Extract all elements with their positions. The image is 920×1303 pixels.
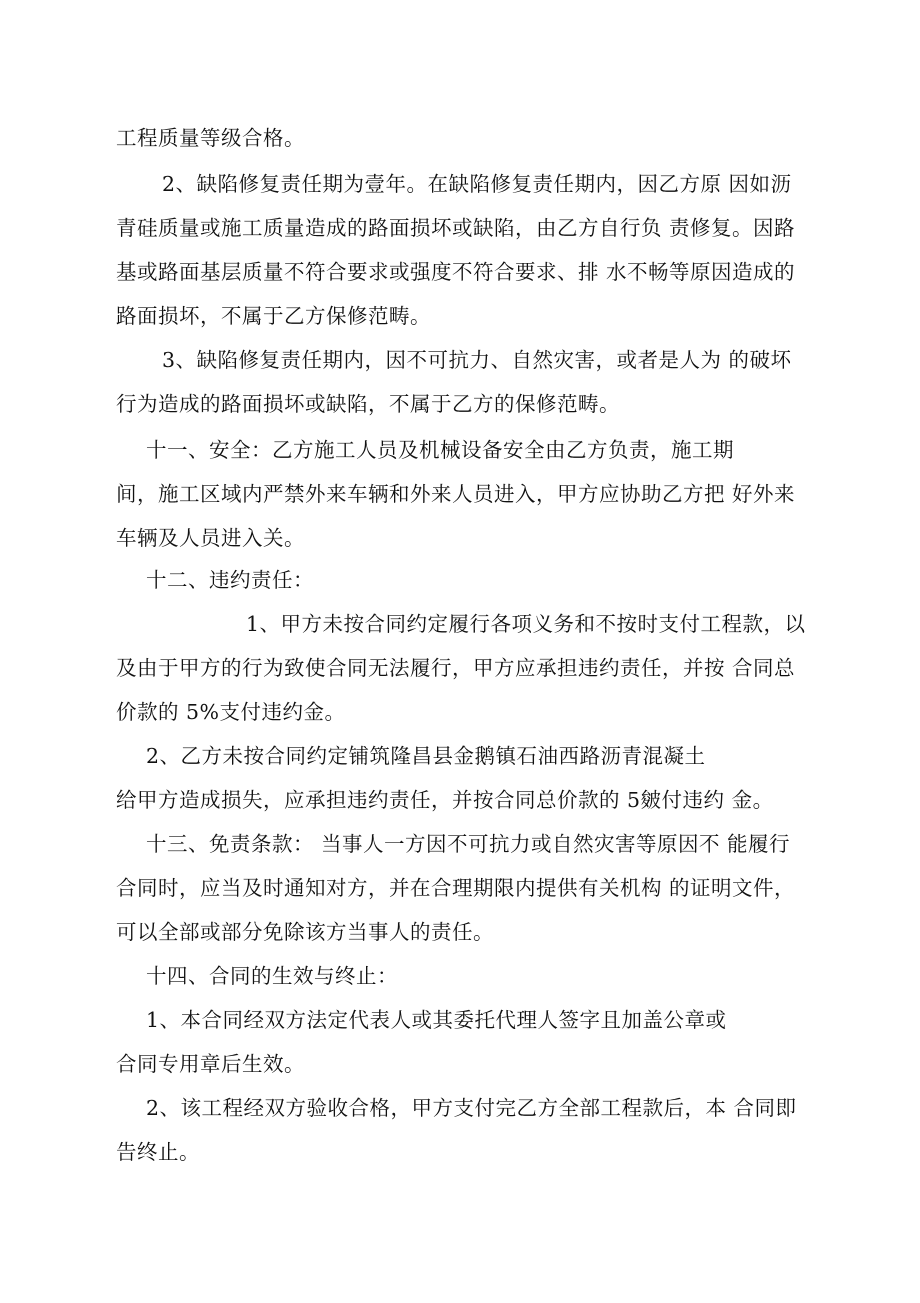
text-line: 合同专用章后生效。: [116, 1052, 305, 1076]
text-line: 工程质量等级合格。: [116, 126, 305, 150]
text-line: 3、缺陷修复责任期内，因不可抗力、自然灾害，或者是人为 的破坏: [162, 348, 792, 372]
text-line: 青硅质量或施工质量造成的路面损坏或缺陷，由乙方自行负 责修复。因路: [116, 216, 796, 240]
text-line: 车辆及人员进入关。: [116, 526, 305, 550]
text-line: 十一、安全：乙方施工人员及机械设备安全由乙方负责，施工期: [146, 438, 734, 462]
text-line: 十二、违约责任：: [146, 568, 314, 592]
text-line: 十四、合同的生效与终止：: [146, 964, 398, 988]
text-line: 2、缺陷修复责任期为壹年。在缺陷修复责任期内，因乙方原 因如沥: [162, 172, 792, 196]
text-line: 告终止。: [116, 1140, 200, 1164]
text-line: 基或路面基层质量不符合要求或强度不符合要求、排 水不畅等原因造成的: [116, 260, 796, 284]
text-line: 1、甲方未按合同约定履行各项义务和不按时支付工程款，以: [246, 612, 806, 636]
text-line: 可以全部或部分免除该方当事人的责任。: [116, 920, 494, 944]
text-line: 及由于甲方的行为致使合同无法履行，甲方应承担违约责任，并按 合同总: [116, 656, 796, 680]
text-line: 间，施工区域内严禁外来车辆和外来人员进入，甲方应协助乙方把 好外来: [116, 482, 796, 506]
text-line: 行为造成的路面损坏或缺陷，不属于乙方的保修范畴。: [116, 392, 620, 416]
text-line: 价款的 5%支付违约金。: [116, 700, 346, 724]
text-line: 合同时，应当及时通知对方，并在合理期限内提供有关机构 的证明文件，: [116, 876, 796, 900]
text-line: 2、乙方未按合同约定铺筑隆昌县金鹅镇石油西路沥青混凝土: [146, 744, 706, 768]
text-line: 2、该工程经双方验收合格，甲方支付完乙方全部工程款后，本 合同即: [146, 1096, 797, 1120]
text-line: 给甲方造成损失，应承担违约责任，并按合同总价款的 5皴付违约 金。: [116, 788, 774, 812]
text-line: 路面损坏，不属于乙方保修范畴。: [116, 304, 431, 328]
text-line: 十三、免责条款： 当事人一方因不可抗力或自然灾害等原因不 能履行: [146, 832, 791, 856]
text-line: 1、本合同经双方法定代表人或其委托代理人签字且加盖公章或: [146, 1008, 727, 1032]
